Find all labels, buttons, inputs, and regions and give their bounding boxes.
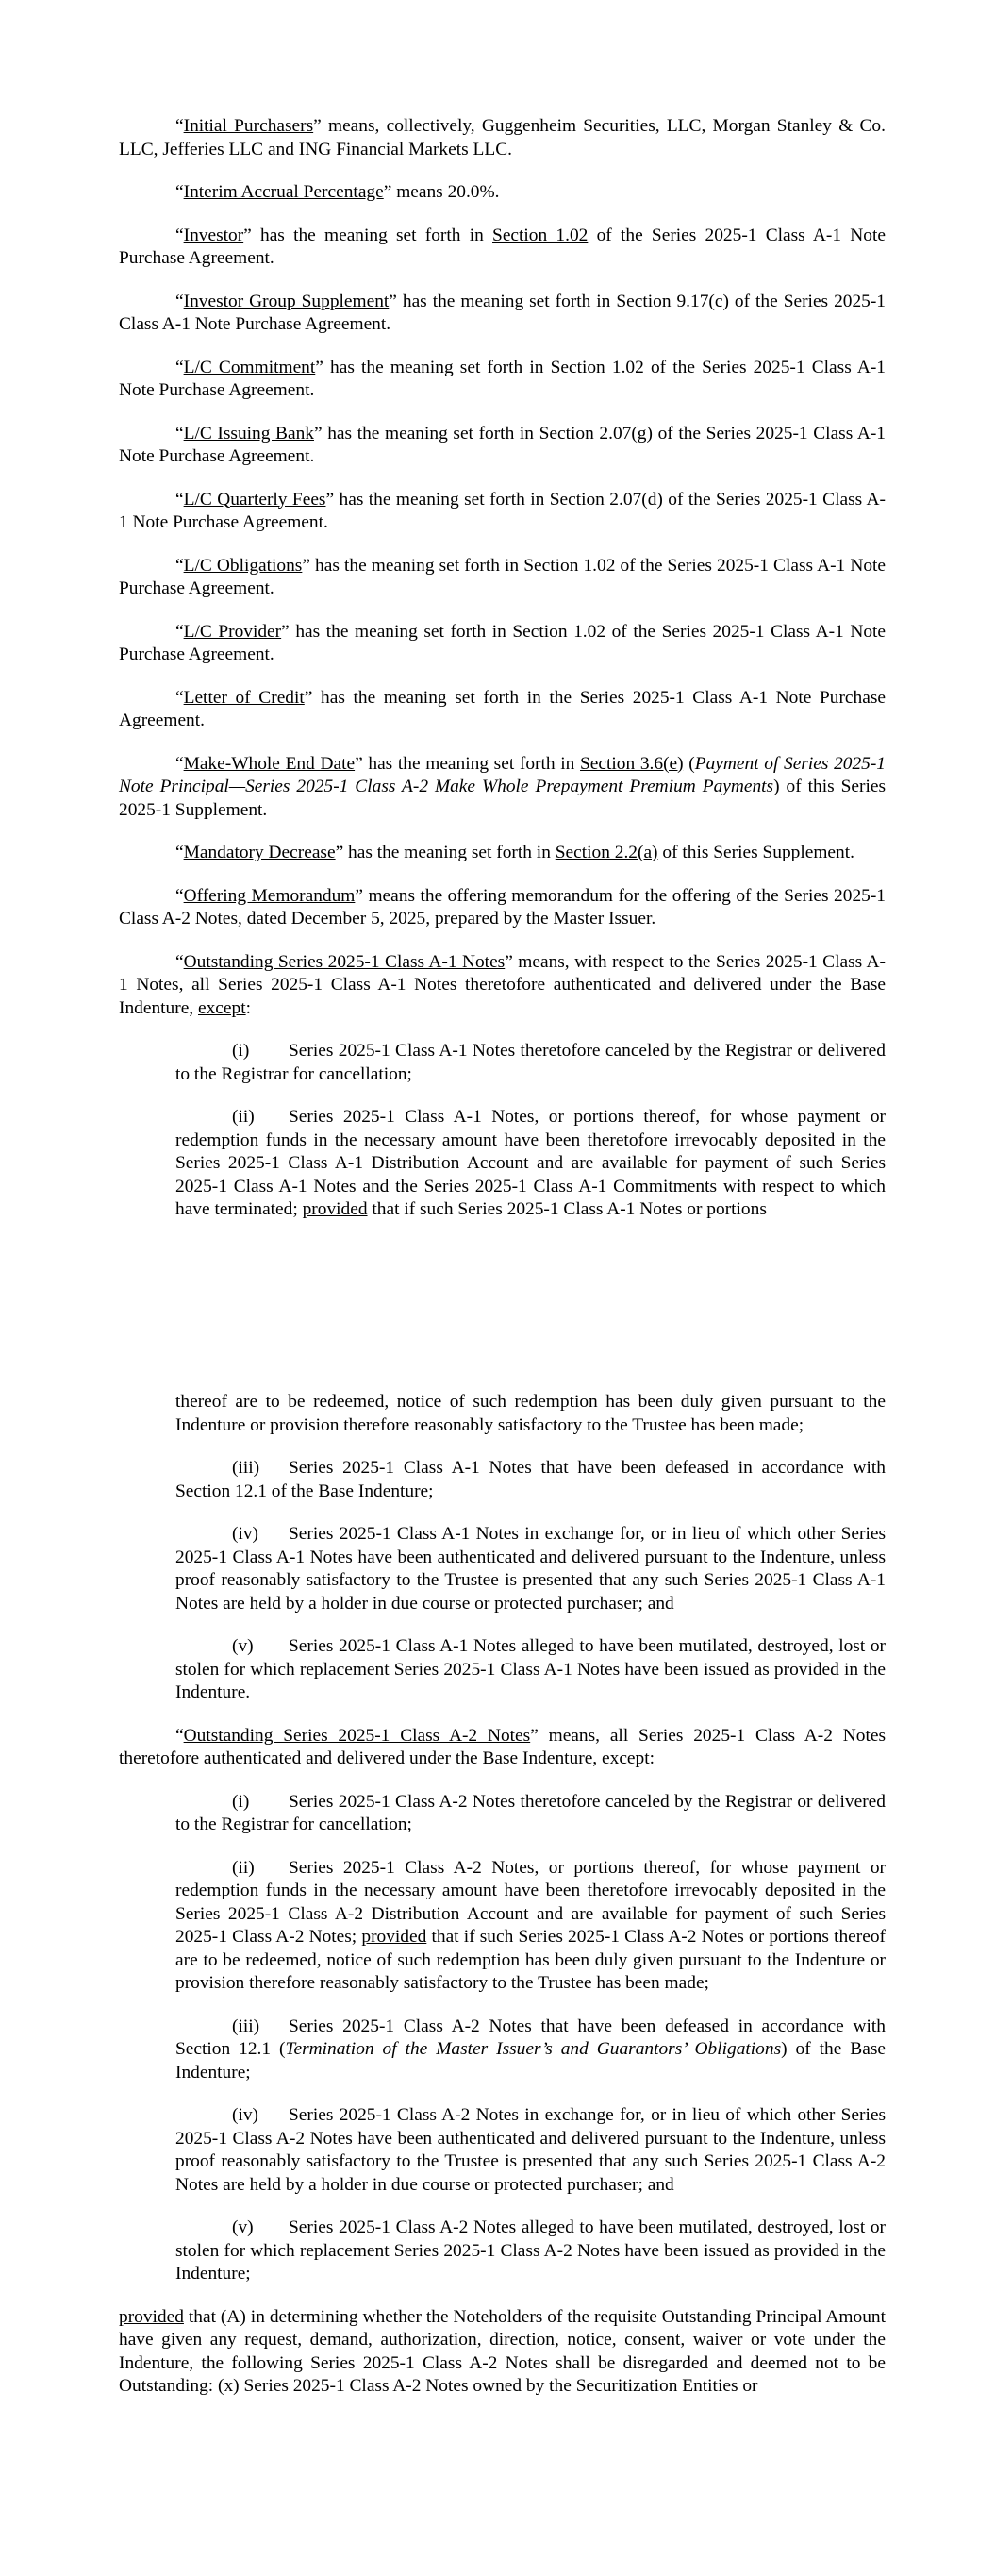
defined-term: Outstanding Series 2025-1 Class A-1 Notes: [183, 951, 506, 972]
defined-term: L/C Provider: [183, 621, 282, 642]
open-quote: “: [175, 423, 184, 443]
open-quote: “: [175, 357, 184, 377]
open-quote: “: [175, 1725, 184, 1746]
defined-term: Investor: [183, 225, 244, 245]
defined-term: L/C Obligations: [183, 555, 303, 576]
except-word: except: [602, 1748, 650, 1768]
definition-text: :: [649, 1748, 655, 1768]
defined-term: L/C Quarterly Fees: [183, 489, 326, 510]
list-item-a1-iv: [175, 1523, 886, 1615]
definition-investor-group-supplement: [119, 291, 886, 337]
page-2-text: [119, 1391, 886, 2418]
list-item-a1-v: [175, 1635, 886, 1705]
item-label: (i): [232, 1041, 250, 1061]
open-quote: “: [175, 885, 184, 906]
item-label: (i): [232, 1791, 250, 1812]
open-quote: “: [175, 555, 184, 576]
list-item-a2-v: [175, 2216, 886, 2286]
definition-text: ” means, all Series 2025-1 Class A-2 Notes theretofore authenticated and delivered under the Base Indenture,: [119, 1725, 886, 1768]
item-text: ) of the Base Indenture;: [175, 2039, 886, 2083]
item-text: Series 2025-1 Class A-1 Notes in exchange for, or in lieu of which other Series 2025-1 Class A-1 Notes have been authenticated and delivered pursuant to the Indenture, unless proof reasonably satisfactory to the Trustee is presented that any such Series 2025-1 Class A-1 Notes are held by a holder in due course or protected purchaser; and: [175, 1524, 886, 1614]
section-reference: Section 3.6(e): [580, 753, 684, 774]
definition-text: ” has the meaning set forth in Section 1.02 of the Series 2025-1 Class A-1 Note Purchase Agreement.: [119, 555, 887, 598]
defined-term: L/C Issuing Bank: [183, 423, 314, 443]
list-item-a1-ii-continuation: thereof are to be redeemed, notice of such redemption has been duly given pursuant to the Indenture or provision therefore reasonably satisfactory to the Trustee has been made;: [175, 1392, 886, 1435]
definition-text: ) of this Series 2025-1 Supplement.: [119, 777, 886, 820]
provided-word: provided: [361, 1927, 427, 1947]
open-quote: “: [175, 489, 184, 510]
section-reference: Section 2.2(a): [555, 843, 658, 862]
definition-lc-quarterly-fees: [119, 489, 886, 535]
list-item-a2-iv: [175, 2104, 886, 2197]
section-title-italic: Payment of Series 2025-1 Note Principal—Series 2025-1 Class A-2 Make Whole Prepayment Premium Payments: [119, 753, 887, 796]
item-text: Series 2025-1 Class A-2 Notes, or portions thereof, for whose payment or redemption funds in the necessary amount have been theretofore irrevocably deposited in the Series 2025-1 Class A-2 Distribution Account and are available for payment of such Series 2025-1 Class A-2 Notes;: [175, 1857, 886, 1947]
item-label: (iv): [232, 1524, 258, 1544]
defined-term: Mandatory Decrease: [183, 843, 336, 862]
definition-text: ” means 20.0%.: [383, 182, 500, 202]
page-1-text: [119, 115, 886, 1242]
definition-text: ” has the meaning set forth in Section 2.07(d) of the Series 2025-1 Class A-1 Note Purchase Agreement.: [119, 489, 887, 532]
item-text: Series 2025-1 Class A-2 Notes in exchange for, or in lieu of which other Series 2025-1 Class A-2 Notes have been authenticated and delivered pursuant to the Indenture, unless proof reasonably satisfactory to the Trustee is presented that any such Series 2025-1 Class A-2 Notes are held by a holder in due course or protected purchaser; and: [175, 2105, 886, 2195]
definition-text: ” means, collectively, Guggenheim Securities, LLC, Morgan Stanley & Co. LLC, Jefferies LLC and ING Financial Markets LLC.: [119, 116, 886, 159]
item-label: (iii): [232, 1458, 260, 1478]
open-quote: “: [175, 182, 184, 202]
item-label: (iv): [232, 2105, 258, 2125]
definition-text: of the Series 2025-1 Class A-1 Note Purchase Agreement.: [119, 225, 886, 268]
definition-text: ” has the meaning set forth in: [243, 225, 493, 245]
item-text: Series 2025-1 Class A-1 Notes that have been defeased in accordance with Section 12.1 of the Base Indenture;: [175, 1458, 886, 1501]
document-page-2: [0, 1387, 995, 2576]
proviso-text: that (A) in determining whether the Noteholders of the requisite Outstanding Principal Amount have given any request, demand, authorization, direction, notice, consent, waiver or vote under the Indenture, the following Series 2025-1 Class A-2 Notes shall be disregarded and deemed not to be Outstanding: (x) Series 2025-1 Class A-2 Notes owned by the Securitization Entities or: [119, 2306, 886, 2396]
item-text: Series 2025-1 Class A-1 Notes, or portions thereof, for whose payment or redemption funds in the necessary amount have been theretofore irrevocably deposited in the Series 2025-1 Class A-1 Distribution Account and are available for payment of such Series 2025-1 Class A-1 Notes and the Series 2025-1 Class A-1 Commitments with respect to which have terminated;: [175, 1107, 886, 1219]
except-word: except: [198, 997, 246, 1018]
defined-term: Outstanding Series 2025-1 Class A-2 Notes: [183, 1725, 531, 1746]
definition-text: (: [683, 753, 695, 774]
open-quote: “: [175, 753, 184, 774]
definition-mandatory-decrease: [119, 842, 886, 865]
definition-lc-issuing-bank: [119, 423, 886, 469]
definition-text: ” means the offering memorandum for the offering of the Series 2025-1 Class A-2 Notes, dated December 5, 2025, prepared by the Master Issuer.: [119, 885, 886, 928]
section-title-italic: Termination of the Master Issuer’s and Guarantors’ Obligations: [285, 2039, 782, 2059]
item-label: (ii): [232, 1107, 255, 1127]
defined-term: Interim Accrual Percentage: [183, 182, 384, 202]
open-quote: “: [175, 225, 184, 245]
definition-interim-accrual-percentage: [119, 181, 886, 205]
definition-text: ” means, with respect to the Series 2025-1 Class A-1 Notes, all Series 2025-1 Class A-1 Notes theretofore authenticated and delivered under the Base Indenture,: [119, 951, 886, 1018]
definition-text: ” has the meaning set forth in: [335, 843, 556, 862]
defined-term: Letter of Credit: [183, 687, 305, 708]
item-text: that if such Series 2025-1 Class A-1 Notes or portions: [367, 1199, 767, 1219]
definition-text: ” has the meaning set forth in the Series 2025-1 Class A-1 Note Purchase Agreement.: [119, 687, 886, 730]
defined-term: Offering Memorandum: [183, 885, 356, 906]
provided-word: provided: [302, 1199, 368, 1219]
definition-text: ” has the meaning set forth in: [355, 753, 581, 774]
item-text: that if such Series 2025-1 Class A-2 Notes or portions thereof are to be redeemed, notice of such redemption has been duly given pursuant to the Indenture or provision therefore reasonably satisfactory to the Trustee has been made;: [175, 1927, 886, 1993]
defined-term: Make-Whole End Date: [183, 753, 356, 774]
list-item-a1-i: [175, 1040, 886, 1086]
definition-text: ” has the meaning set forth in Section 1.02 of the Series 2025-1 Class A-1 Note Purchase Agreement.: [119, 621, 887, 664]
definition-text: ” has the meaning set forth in Section 2.07(g) of the Series 2025-1 Class A-1 Note Purchase Agreement.: [119, 423, 886, 466]
item-label: (iii): [232, 2016, 260, 2036]
item-text: Series 2025-1 Class A-2 Notes theretofore canceled by the Registrar or delivered to the Registrar for cancellation;: [175, 1791, 886, 1834]
list-item-a2-i: [175, 1791, 886, 1837]
open-quote: “: [175, 291, 184, 311]
provided-word: provided: [119, 2306, 184, 2327]
item-text: Series 2025-1 Class A-2 Notes alleged to have been mutilated, destroyed, lost or stolen for which replacement Series 2025-1 Class A-2 Notes have been issued as provided in the Indenture;: [175, 2217, 886, 2283]
item-label: (ii): [232, 1857, 255, 1878]
list-item-a1-iii: [175, 1457, 886, 1503]
definition-letter-of-credit: [119, 687, 886, 733]
definition-text: :: [245, 997, 251, 1018]
item-text: Series 2025-1 Class A-1 Notes theretofore canceled by the Registrar or delivered to the Registrar for cancellation;: [175, 1041, 886, 1084]
definition-outstanding-class-a1-notes: [119, 951, 886, 1021]
list-item-a1-ii: [175, 1106, 886, 1222]
definition-outstanding-class-a2-notes: [119, 1725, 886, 1771]
definition-lc-obligations: [119, 555, 886, 601]
definition-text: ” has the meaning set forth in Section 1.02 of the Series 2025-1 Class A-1 Note Purchase Agreement.: [119, 357, 886, 400]
list-item-a2-iii: [175, 2016, 886, 2085]
item-label: (v): [232, 2217, 254, 2237]
definition-text: of this Series Supplement.: [657, 843, 854, 862]
definition-lc-commitment: [119, 357, 886, 403]
item-text: Series 2025-1 Class A-1 Notes alleged to have been mutilated, destroyed, lost or stolen for which replacement Series 2025-1 Class A-1 Notes have been issued as provided in the Indenture.: [175, 1636, 886, 1702]
proviso-paragraph: [119, 2306, 886, 2399]
definition-make-whole-end-date: [119, 753, 886, 823]
definition-offering-memorandum: [119, 885, 886, 931]
open-quote: “: [175, 843, 184, 862]
definition-text: ” has the meaning set forth in Section 9.17(c) of the Series 2025-1 Class A-1 Note Purchase Agreement.: [119, 291, 887, 334]
item-text: Series 2025-1 Class A-2 Notes that have been defeased in accordance with Section 12.1 (: [175, 2016, 886, 2059]
definition-initial-purchasers: [119, 115, 886, 161]
open-quote: “: [175, 116, 184, 136]
defined-term: Initial Purchasers: [183, 116, 314, 136]
open-quote: “: [175, 621, 184, 642]
item-label: (v): [232, 1636, 254, 1656]
definition-investor: [119, 225, 886, 271]
list-item-a2-ii: [175, 1857, 886, 1996]
defined-term: L/C Commitment: [183, 357, 316, 377]
section-reference: Section 1.02: [492, 225, 589, 245]
defined-term: Investor Group Supplement: [183, 291, 390, 311]
open-quote: “: [175, 951, 184, 972]
definition-lc-provider: [119, 621, 886, 667]
open-quote: “: [175, 687, 184, 708]
